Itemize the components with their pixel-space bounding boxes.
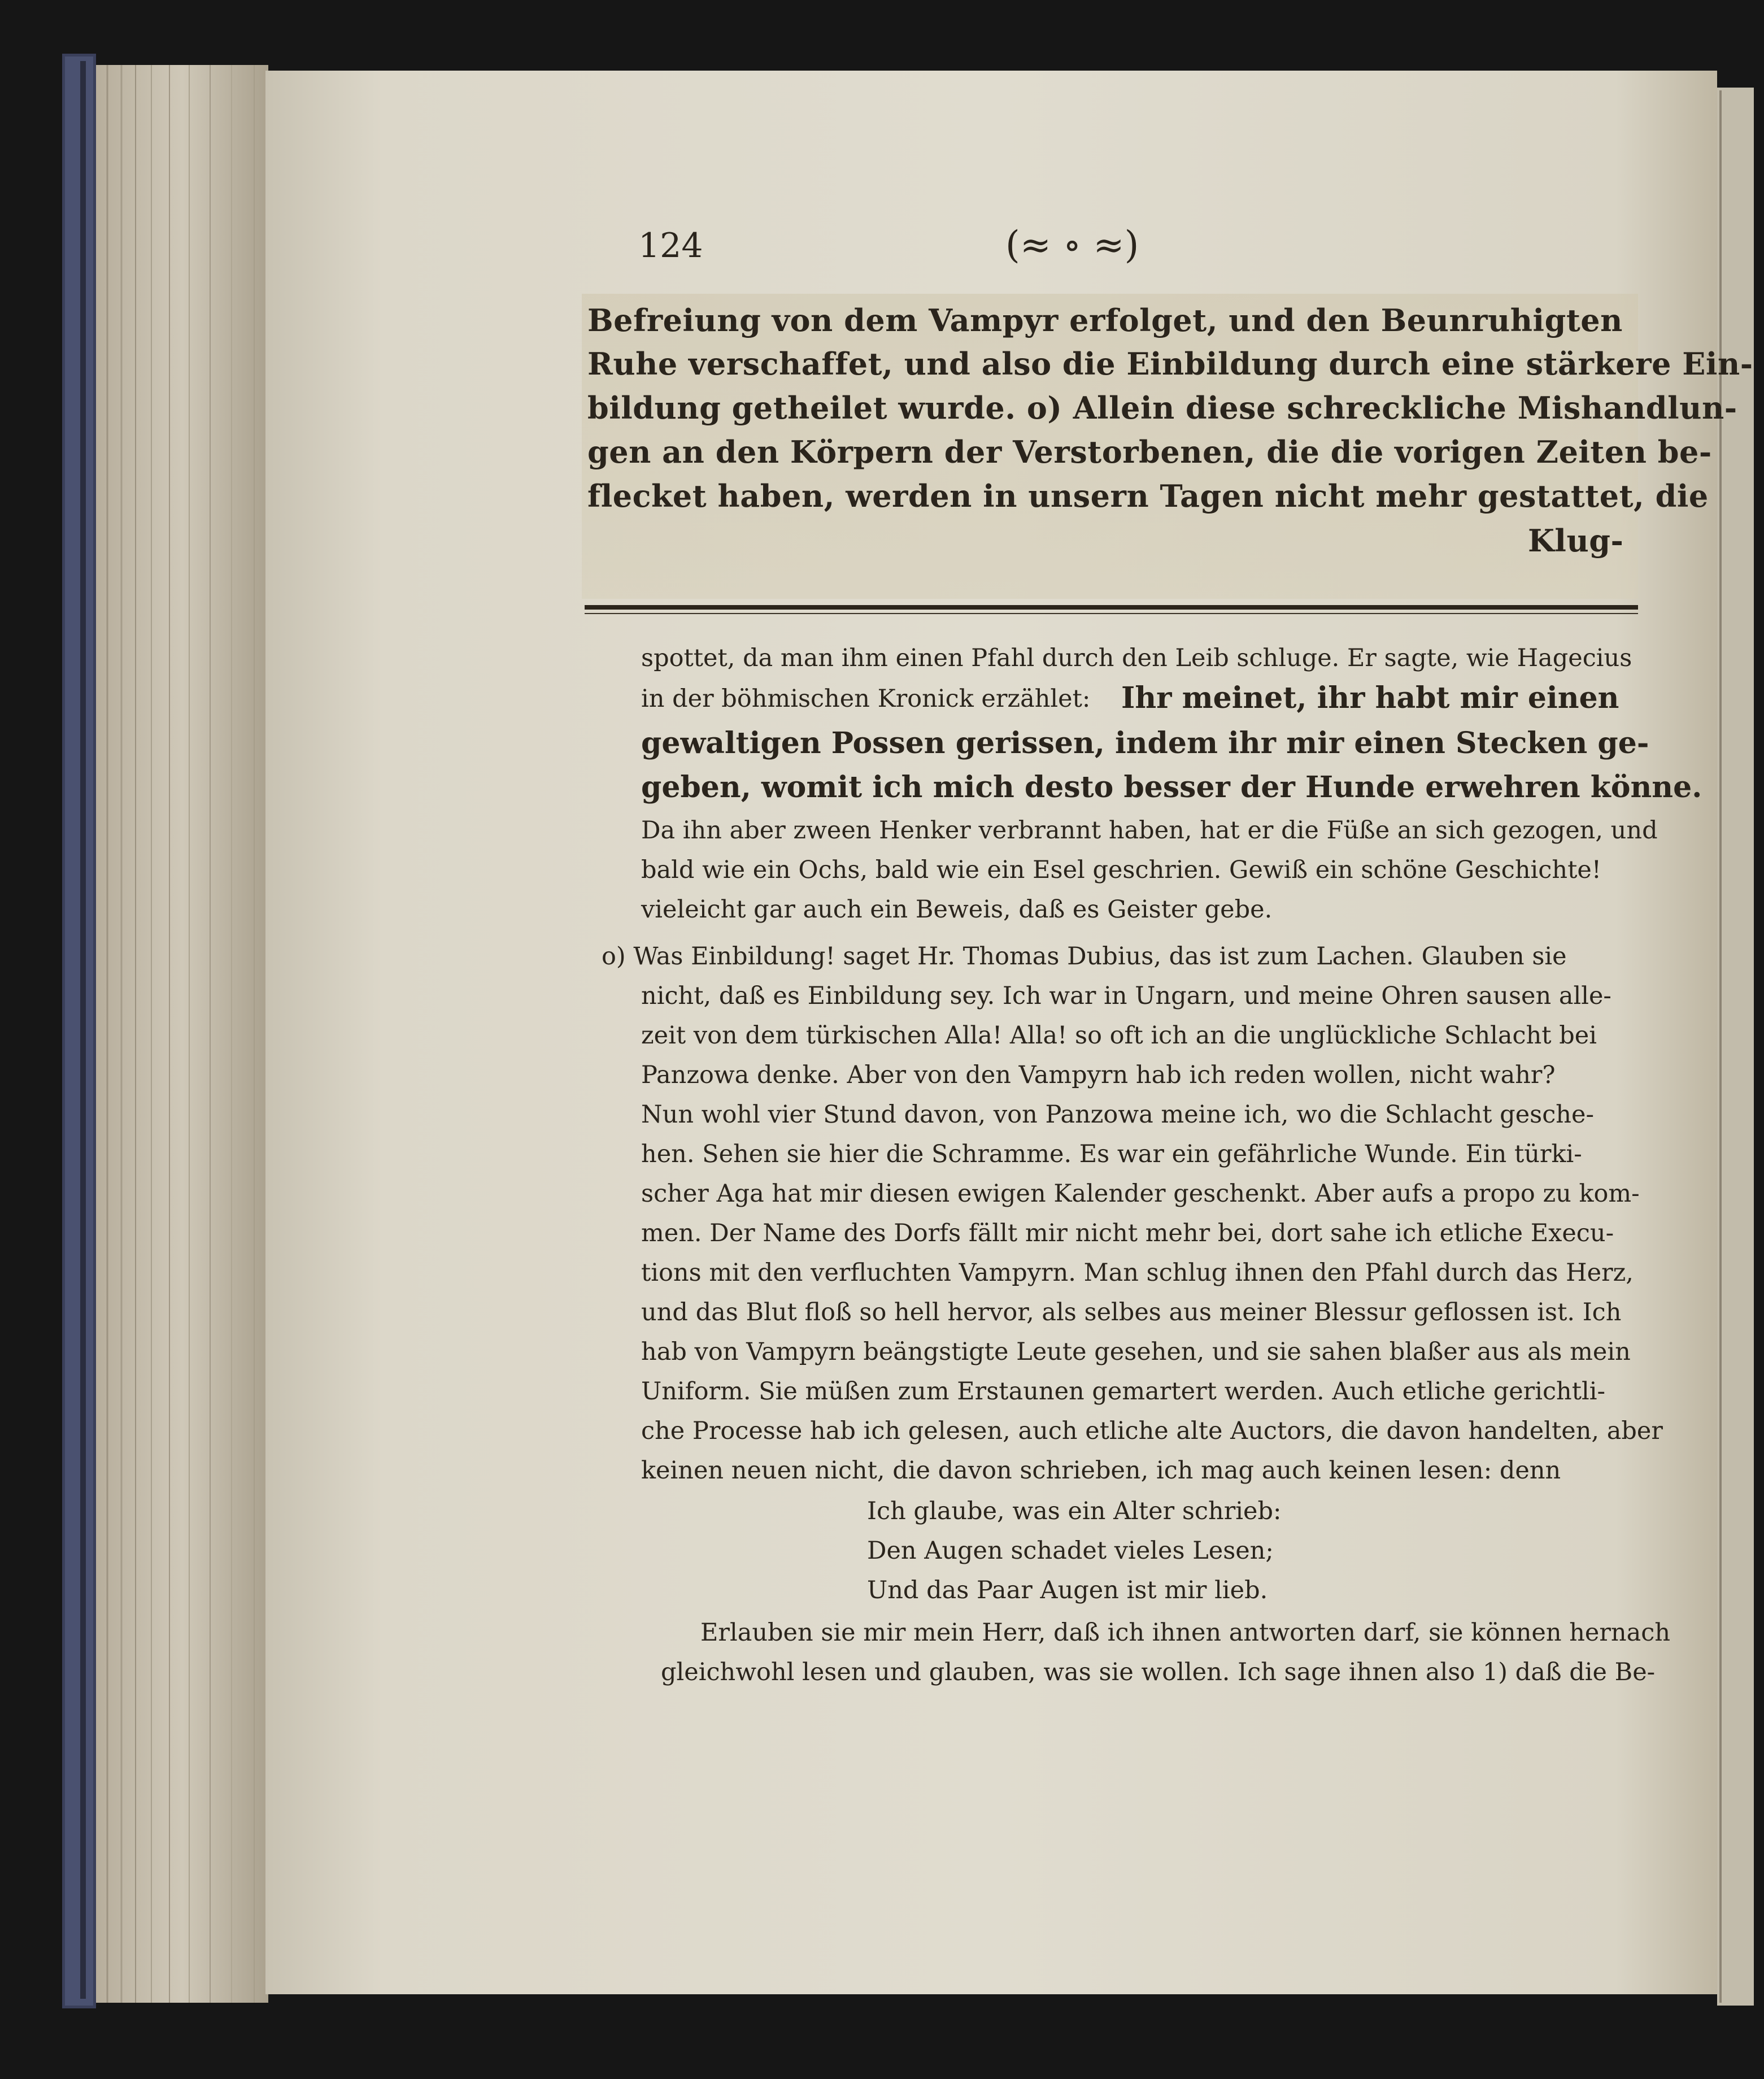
main-line-4: gen an den Körpern der Verstorbenen, die die vorigen Zeiten be- [587,434,1712,470]
verse-line-3: Und das Paar Augen ist mir lieb. [867,1576,1268,1604]
footnote-o-line-14: keinen neuen nicht, die davon schrieben, ich mag auch keinen lesen: denn [641,1456,1561,1485]
main-line-5: flecket haben, werden in unsern Tagen nicht mehr gestattet, die [587,478,1709,514]
footnote-o-line-3: zeit von dem türkischen Alla! Alla! so oft ich an die unglückliche Schlacht bei [641,1021,1597,1050]
closing-line-1: Erlauben sie mir mein Herr, daß ich ihnen antworten darf, sie können hernach [700,1619,1671,1647]
footnote-o-line-2: nicht, daß es Einbildung sey. Ich war in Ungarn, und meine Ohren sausen alle- [641,982,1611,1010]
main-line-3: bildung getheilet wurde. o) Allein diese schreckliche Mishandlun- [587,390,1737,426]
main-line-1: Befreiung von dem Vampyr erfolget, und den Beunruhigten [587,302,1623,338]
header-ornament: (≈ ∘ ≈) [1005,223,1139,267]
footnote-o-line-1: o) Was Einbildung! saget Hr. Thomas Dubius, das ist zum Lachen. Glauben sie [602,942,1567,971]
footnote-cont-line-8: vieleicht gar auch ein Beweis, daß es Geister gebe. [641,895,1273,924]
footnote-o-line-7: scher Aga hat mir diesen ewigen Kalender geschenkt. Aber aufs a propo zu kom- [641,1180,1640,1208]
footnote-quote-line-1: Ihr meinet, ihr habt mir einen [1121,681,1619,715]
main-line-2: Ruhe verschaffet, und also die Einbildung durch eine stärkere Ein- [587,346,1753,382]
closing-line-2: gleichwohl lesen und glauben, was sie wollen. Ich sage ihnen also 1) daß die Be- [661,1658,1656,1686]
page-number: 124 [638,226,703,266]
footnote-cont-line-2: in der böhmischen Kronick erzählet: [641,685,1091,713]
footnote-quote-line-2: gewaltigen Possen gerissen, indem ihr mir einen Stecken ge- [641,726,1649,760]
footnote-cont-line-7: bald wie ein Ochs, bald wie ein Esel geschrien. Gewiß ein schöne Geschichte! [641,856,1602,884]
main-catchword: Klug- [1528,523,1624,559]
verse-line-1: Ich glaube, was ein Alter schrieb: [867,1497,1282,1525]
footnote-o-line-13: che Processe hab ich gelesen, auch etliche alte Auctors, die davon handelten, aber [641,1417,1663,1445]
footnote-o-line-9: tions mit den verfluchten Vampyrn. Man schlug ihnen den Pfahl durch das Herz, [641,1259,1634,1287]
footnote-o-line-6: hen. Sehen sie hier die Schramme. Es war ein gefährliche Wunde. Ein türki- [641,1140,1582,1168]
footnote-o-line-8: men. Der Name des Dorfs fällt mir nicht mehr bei, dort sahe ich etliche Execu- [641,1219,1614,1247]
footnote-o-line-10: und das Blut floß so hell hervor, als selbes aus meiner Blessur geflossen ist. Ich [641,1298,1622,1326]
footnote-o-line-4: Panzowa denke. Aber von den Vampyrn hab ich reden wollen, nicht wahr? [641,1061,1556,1089]
footnote-quote-line-3: geben, womit ich mich desto besser der Hunde erwehren könne. [641,770,1702,804]
footnote-o-line-12: Uniform. Sie müßen zum Erstaunen gemartert werden. Auch etliche gerichtli- [641,1377,1606,1406]
verse-line-2: Den Augen schadet vieles Lesen; [867,1537,1274,1565]
footnote-cont-line-6: Da ihn aber zween Henker verbrannt haben, hat er die Füße an sich gezogen, und [641,816,1658,845]
footnote-o-line-11: hab von Vampyrn beängstigte Leute gesehen, und sie sahen blaßer aus als mein [641,1338,1631,1366]
footnote-cont-line-1: spottet, da man ihm einen Pfahl durch den Leib schluge. Er sagte, wie Hagecius [641,644,1632,672]
footnote-o-line-5: Nun wohl vier Stund davon, von Panzowa meine ich, wo die Schlacht gesche- [641,1101,1594,1129]
